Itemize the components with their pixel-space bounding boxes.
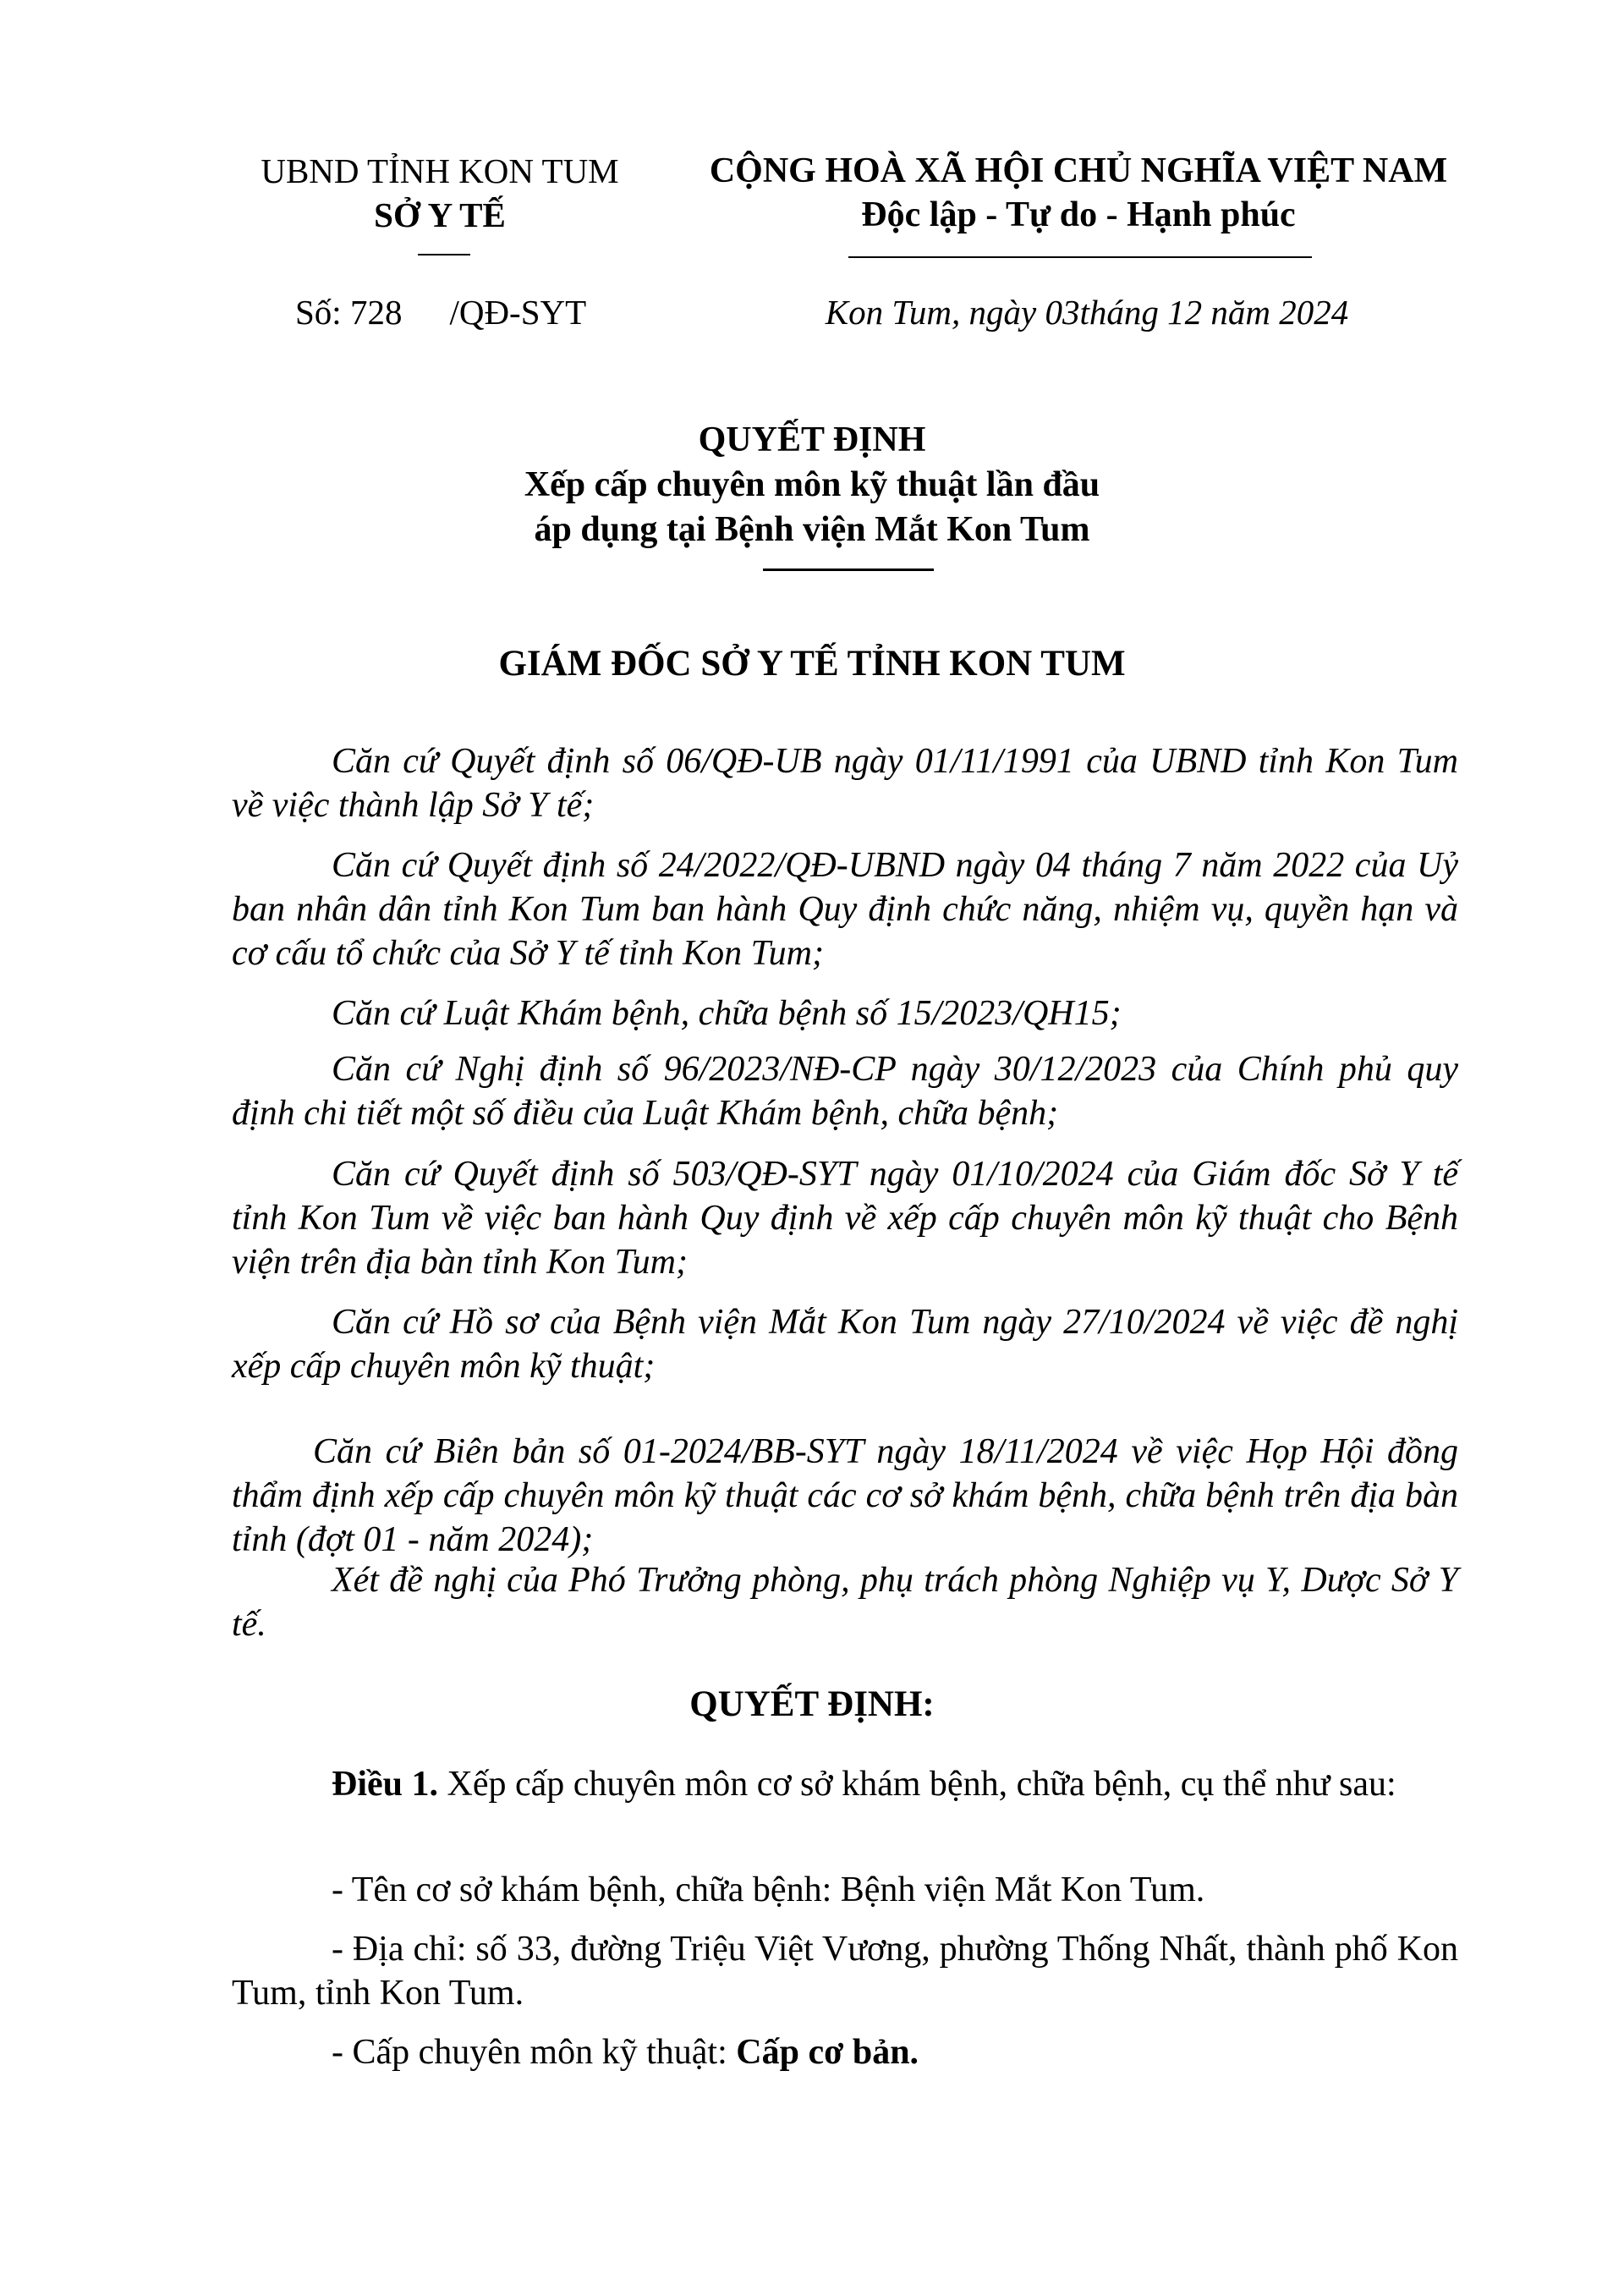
signer-title: GIÁM ĐỐC SỞ Y TẾ TỈNH KON TUM xyxy=(498,644,1126,684)
legal-basis-7: Căn cứ Biên bản số 01-2024/BB-SYT ngày 18/11/2024 về việc Họp Hội đồng thẩm định xếp cấp chuyên môn kỹ thuật các cơ sở khám bệnh, chữa bệnh trên địa bàn tỉnh (đợt 01 - năm 2024); xyxy=(232,1432,1458,1559)
article-1-level-label: - Cấp chuyên môn kỹ thuật: xyxy=(332,2033,737,2072)
subject-line-2: áp dụng tại Bệnh viện Mắt Kon Tum xyxy=(534,510,1090,549)
issuing-authority: UBND TỈNH KON TUM xyxy=(261,151,619,190)
article-1-facility: - Tên cơ sở khám bệnh, chữa bệnh: Bệnh viện Mắt Kon Tum. xyxy=(332,1870,1205,1909)
decision-heading: QUYẾT ĐỊNH: xyxy=(689,1684,935,1724)
legal-basis-5: Căn cứ Quyết định số 503/QĐ-SYT ngày 01/10/2024 của Giám đốc Sở Y tế tỉnh Kon Tum về việc ban hành Quy định về xếp cấp chuyên môn kỹ thuật cho Bệnh viện trên địa bàn tỉnh Kon Tum; xyxy=(232,1155,1458,1282)
document-type: QUYẾT ĐỊNH xyxy=(698,420,926,459)
legal-basis-4: Căn cứ Nghị định số 96/2023/NĐ-CP ngày 30/12/2023 của Chính phủ quy định chi tiết một số điều của Luật Khám bệnh, chữa bệnh; xyxy=(232,1050,1458,1133)
subject-line-1: Xếp cấp chuyên môn kỹ thuật lần đầu xyxy=(524,465,1100,504)
article-1-address: - Địa chỉ: số 33, đường Triệu Việt Vương, phường Thống Nhất, thành phố Kon Tum, tỉnh Kon Tum. xyxy=(232,1930,1458,2013)
legal-basis-1: Căn cứ Quyết định số 06/QĐ-UB ngày 01/11/1991 của UBND tỉnh Kon Tum về việc thành lập Sở Y tế; xyxy=(232,742,1458,825)
header-right-divider xyxy=(848,256,1312,258)
national-title: CỘNG HOÀ XÃ HỘI CHỦ NGHĨA VIỆT NAM xyxy=(709,151,1448,190)
document-number xyxy=(295,292,586,332)
issuing-department: SỞ Y TẾ xyxy=(374,195,506,234)
proposal-basis: Xét đề nghị của Phó Trưởng phòng, phụ trách phòng Nghiệp vụ Y, Dược Sở Y tế. xyxy=(232,1561,1458,1644)
header-left-divider xyxy=(418,254,470,255)
article-1-level-value: Cấp cơ bản. xyxy=(736,2033,919,2072)
legal-basis-3: Căn cứ Luật Khám bệnh, chữa bệnh số 15/2023/QH15; xyxy=(332,994,1122,1033)
article-1-text: Xếp cấp chuyên môn cơ sở khám bệnh, chữa bệnh, cụ thể như sau: xyxy=(438,1765,1396,1804)
document-number-prefix: Số: 728 xyxy=(295,293,403,332)
legal-basis-2: Căn cứ Quyết định số 24/2022/QĐ-UBND ngày 04 tháng 7 năm 2022 của Uỷ ban nhân dân tỉnh Kon Tum ban hành Quy định chức năng, nhiệm vụ, quyền hạn và cơ cấu tổ chức của Sở Y tế tỉnh Kon Tum; xyxy=(232,846,1458,973)
document-number-suffix: /QĐ-SYT xyxy=(449,293,587,332)
document-date: Kon Tum, ngày 03tháng 12 năm 2024 xyxy=(825,293,1349,332)
national-motto: Độc lập - Tự do - Hạnh phúc xyxy=(861,195,1296,234)
legal-basis-6: Căn cứ Hồ sơ của Bệnh viện Mắt Kon Tum ngày 27/10/2024 về việc đề nghị xếp cấp chuyên môn kỹ thuật; xyxy=(232,1303,1458,1386)
title-divider xyxy=(763,569,934,571)
article-1-label: Điều 1. xyxy=(332,1765,438,1804)
article-1 xyxy=(232,1762,1458,1806)
article-1-level xyxy=(232,2030,1458,2074)
